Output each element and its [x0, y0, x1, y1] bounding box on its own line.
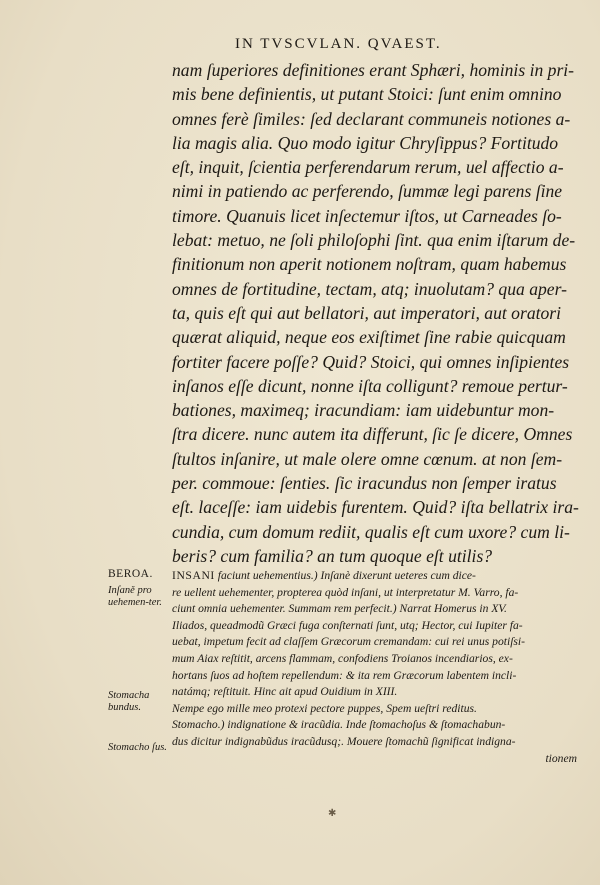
- commentary-line: ciunt omnia uehementer. Summam rem perfecit.) Narrat Homerus in XV.: [172, 602, 507, 616]
- commentary-line: Iliados, queadmodũ Græci fuga conſternati ſunt, utq; Hector, cui Iupiter fa-: [172, 618, 523, 632]
- margin-note: Stomacha bundus.: [108, 690, 150, 713]
- text-line: quærat aliquid, neque eos exiſtimet ſine rabie quicquam: [172, 327, 566, 348]
- text-line: ta, quis eſt qui aut bellatori, aut imperatori, aut oratori: [172, 302, 562, 323]
- commentary-line: natámq; reſtituit. Hinc ait apud Ouidium in XIII.: [172, 685, 398, 699]
- text-line: beris? cum familia? an tum quoque eſt utilis?: [172, 545, 493, 566]
- text-line: per. commoue: ſenties. ſic iracundus non ſemper iratus: [172, 473, 557, 494]
- text-line: timore. Quanuis licet inſectemur iſtos, ut Carneades ſo-: [172, 205, 562, 226]
- text-line: ſtultos inſanire, ut male olere omne cœnum. at non ſem-: [172, 448, 563, 469]
- text-line: omnes de fortitudine, tectam, atq; inuolutam? qua aper-: [172, 278, 567, 299]
- commentary-line: mum Aiax reſtitit, arcens flammam, confodiens Troianos incendiarios, ex-: [172, 651, 513, 665]
- commentary-catchword: tionem: [545, 751, 577, 765]
- commentary-line: Nempe ego mille meo protexi pectore puppes, Spem ueſtri reditus.: [172, 701, 477, 715]
- margin-note: Stomacho ſus.: [108, 742, 167, 753]
- margin-note: Inſaně pro uehemen-ter.: [108, 585, 162, 608]
- text-line: eſt, inquit, ſcientia perferendarum rerum, uel affectio a-: [172, 157, 564, 178]
- text-line: cundia, cum domum rediit, qualis eſt cum uxore? cum li-: [172, 521, 570, 542]
- text-line: finitionum non aperit notionem noſtram, quam habemus: [172, 254, 567, 275]
- commentary-line: dus dicitur indignabũdus iracũdusq;. Mouere ſtomachũ ſignificat indigna-: [172, 734, 516, 748]
- commentary-line: uebat, impetum fecit ad claſſem Græcorum cremandam: cui rei unus potiſsi-: [172, 635, 526, 649]
- text-line: bationes, maximeq; iracundiam: iam uidebuntur mon-: [172, 400, 555, 421]
- commentary-line: re uellent uehementer, propterea quòd inſani, ut interpretatur M. Varro, fa-: [172, 585, 519, 599]
- text-line: mis bene definientis, ut putant Stoici: ſunt enim omnino: [172, 84, 562, 105]
- commentary-lemma: INSANI: [172, 569, 215, 582]
- commentary-block: [172, 568, 587, 767]
- commentary-line: hortans ſuos ad hoſtem repellendum: & ita rem Græcorum labentem incli-: [172, 668, 517, 682]
- text-line: nimi in patiendo ac perferendo, ſummæ legi parens ſine: [172, 181, 563, 202]
- commentary-author-label: BEROA.: [108, 568, 153, 580]
- running-head: IN TVSCVLAN. QVAEST.: [235, 36, 442, 52]
- text-line: ſtra dicere. nunc autem ita differunt, ſic ſe dicere, Omnes: [172, 424, 573, 445]
- text-line: omnes ferè ſimiles: ſed declarant communeis notiones a-: [172, 108, 571, 129]
- text-line: lia magis alia. Quo modo igitur Chryſippus? Fortitudo: [172, 132, 559, 153]
- text-line: eſt. laceſſe: iam uidebis furentem. Quid? iſta bellatrix ira-: [172, 497, 579, 518]
- text-line: nam ſuperiores definitiones erant Sphæri, hominis in pri-: [172, 60, 575, 80]
- page-mark: ✱: [328, 808, 337, 819]
- text-line: fortiter facere poſſe? Quid? Stoici, qui omnes inſipientes: [172, 351, 570, 372]
- text-line: inſanos eſſe dicunt, nonne iſta colligunt? remoue pertur-: [172, 375, 568, 396]
- commentary-line: INSANI faciunt uehementius.) Inſanè dixerunt ueteres cum dice-: [172, 569, 476, 582]
- commentary-line: Stomacho.) indignatione & iracũdia. Inde ſtomachoſus & ſtomachabun-: [172, 718, 506, 732]
- text-line: lebat: metuo, ne ſoli philoſophi ſint. qua enim iſtarum de-: [172, 230, 576, 251]
- main-text-block: [172, 58, 582, 568]
